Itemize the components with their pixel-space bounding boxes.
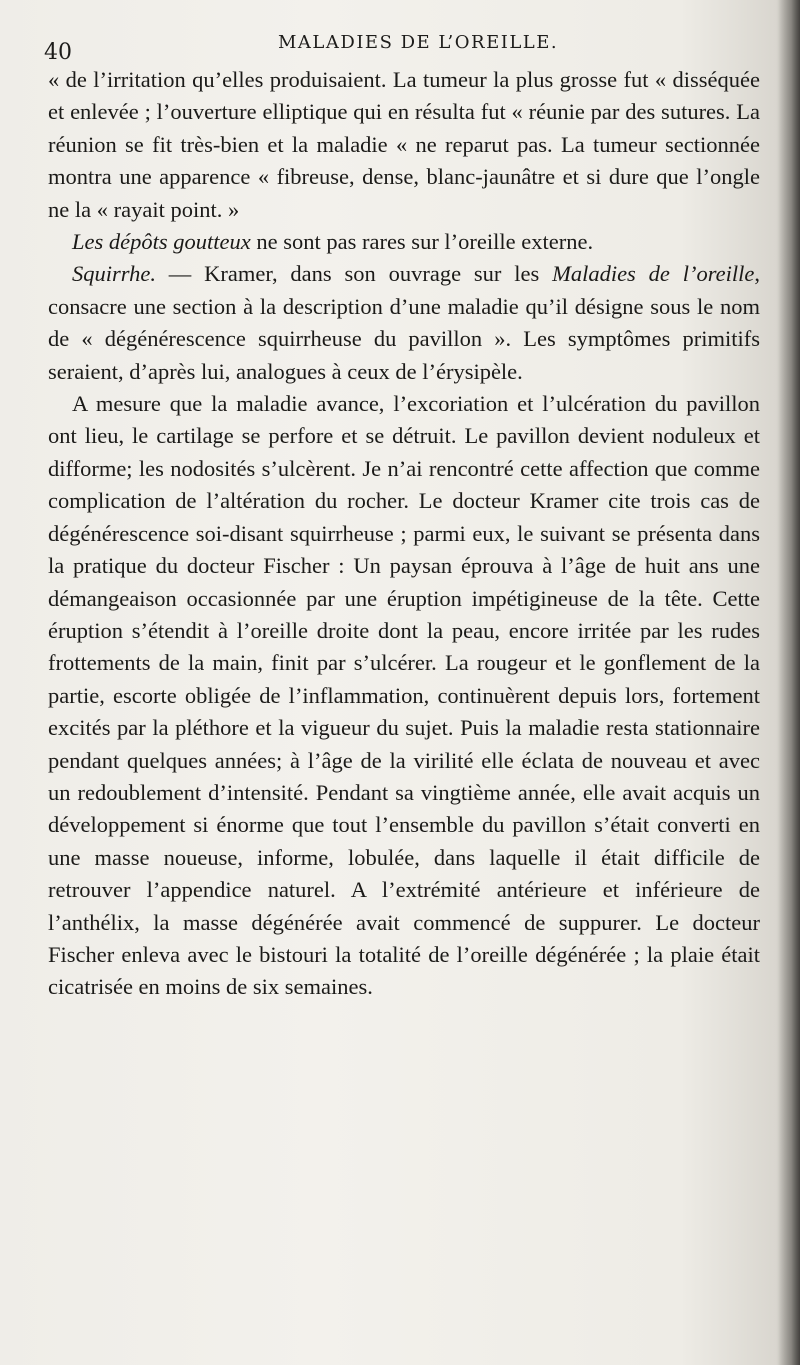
book-title: Maladies de l’oreille — [552, 261, 755, 287]
squirrhe-term: Squirrhe. — [72, 261, 156, 287]
page-number: 40 — [44, 40, 72, 65]
squirrhe-text-1: — Kramer, dans son ouvrage sur les — [155, 261, 553, 287]
fischer-case-paragraph: A mesure que la maladie avance, l’excoriation et l’ulcération du pavillon ont lieu, le cartilage se perfore et se détruit. Le pavillon devient noduleux et difforme; les nodosités s’ulcèrent. Je n’ai rencontré cette affection que comme complication de l’altération du rocher. Le docteur Kramer cite trois cas de dégénérescence soi-disant squirrheuse ; parmi eux, le suivant se présenta dans la pratique du docteur Fischer : Un paysan éprouva à l’âge de huit ans une démangeaison occasionnée par une éruption impétigineuse de la tête. Cette éruption s’étendit à l’oreille droite dont la peau, encore irritée par les rudes frottements de la main, finit par s’ulcérer. La rougeur et le gonflement de la partie, escorte obligée de l’inflammation, continuèrent depuis lors, fortement excités par la pléthore et la vigueur du sujet. Puis la maladie resta stationnaire pendant quelques années; à l’âge de la virilité elle éclata de nouveau et avec un redoublement d’intensité. Pendant sa vingtième année, elle avait acquis un développement si énorme que tout l’ensemble du pavillon s’était converti en une masse noueuse, informe, lobulée, dans laquelle il était difficile de retrouver l’appendice naturel. A l’extrémité antérieure et inférieure de l’anthélix, la masse dégénérée avait commencé de suppurer. Le docteur Fischer enleva avec le bistouri la totalité de l’oreille dégénérée ; la plaie était cicatrisée en moins de six semaines. — [48, 391, 760, 1000]
page-header — [44, 30, 764, 66]
quote-paragraph: « de l’irritation qu’elles produisaient. La tumeur la plus grosse fut « disséquée et enlevée ; l’ouverture elliptique qui en résulta fut « réunie par des sutures. La réunion se fit très-bien et la maladie « ne reparut pas. La tumeur sectionnée montra une apparence « fibreuse, dense, blanc-jaunâtre et si dure que l’ongle ne la « rayait point. » — [48, 67, 760, 222]
depots-paragraph — [48, 226, 760, 258]
squirrhe-text-2: , consacre une section à la description d’une maladie qu’il désigne sous le nom de « dégénérescence squirrheuse du pavillon ». Les symptômes primitifs seraient, d’après lui, analogues à ceux de l’érysipèle. — [48, 261, 760, 384]
running-title: MALADIES DE L’OREILLE. — [278, 32, 559, 53]
depots-term: Les dépôts goutteux — [72, 229, 251, 255]
depots-text: ne sont pas rares sur l’oreille externe. — [250, 229, 594, 255]
squirrhe-paragraph — [48, 258, 760, 388]
page-edge-shadow — [778, 0, 800, 1365]
page-body — [48, 64, 760, 1004]
